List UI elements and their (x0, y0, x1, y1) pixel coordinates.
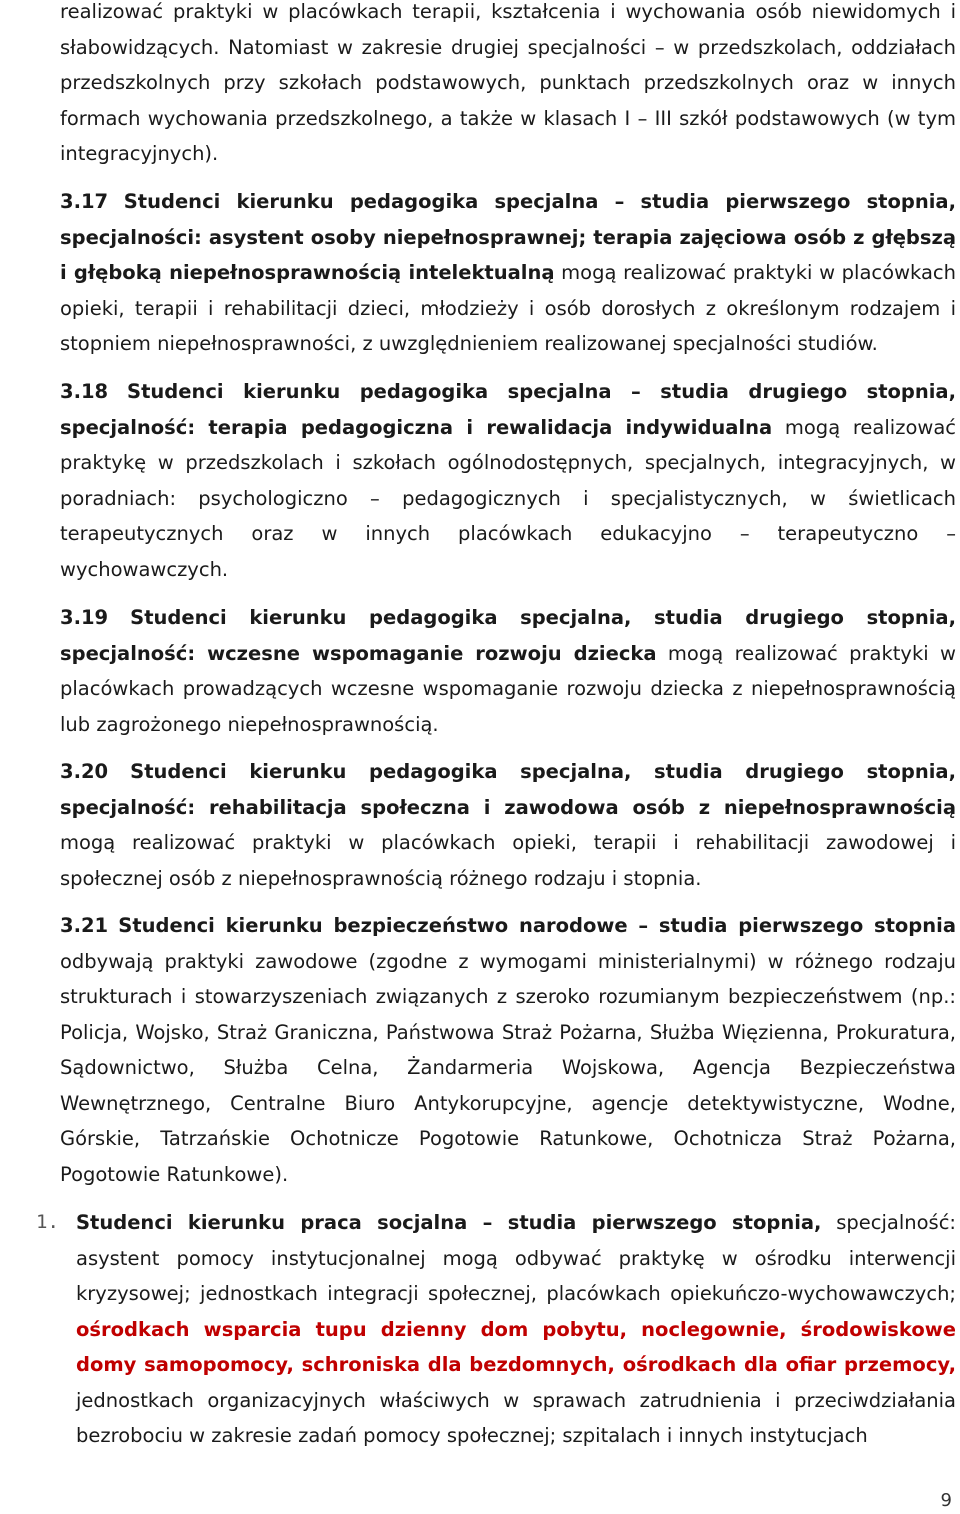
page-number: 9 (940, 1490, 952, 1511)
section-body: mogą realizować praktyki w placówkach opieki, terapii i rehabilitacji dzieci, młodzieży i osób dorosłych z określonym rodzajem i stopniem niepełnosprawności, z uwzględnieniem realizowanej specjalności studiów. (60, 261, 956, 355)
section-body: mogą realizować praktykę w przedszkolach i szkołach ogólnodostępnych, specjalnych, integracyjnych, w poradniach: psychologiczno – pedagogicznych i specjalistycznych, w świetlicach terapeutycznych oraz w innych placówkach edukacyjno – terapeutyczno – wychowawczych. (60, 415, 956, 581)
section-body: odbywają praktyki zawodowe (zgodne z wymogami ministerialnymi) w różnego rodzaju strukturach i stowarzyszeniach związanych z szeroko rozumianym bezpieczeństwem (np.: Policja, Wojsko, Straż Graniczna, Państwowa Straż Pożarna, Służba Więzienna, Prokuratura, Sądownictwo, Służba Celna, Żandarmeria Wojskowa, Agencja Bezpieczeństwa Wewnętrznego, Centralne Biuro Antykorupcyjne, agencje detektywistyczne, Wodne, Górskie, Tatrzańskie Ochotnicze Pogotowie Ratunkowe, Ochotnicza Straż Pożarna, Pogotowie Ratunkowe). (60, 949, 956, 1186)
item-body-part2: jednostkach organizacyjnych właściwych w sprawach zatrudnienia i przeciwdziałania bezrobociu w zakresie zadań pomocy społecznej; szpitalach i innych instytucjach (76, 1388, 956, 1447)
section-3-19 (60, 600, 956, 742)
section-heading-bold: Studenci kierunku bezpieczeństwo narodowe – studia pierwszego stopnia (118, 914, 956, 937)
section-number: 3.19 (60, 606, 109, 629)
section-number: 3.17 (60, 190, 109, 213)
intro-text: realizować praktyki w placówkach terapii, kształcenia i wychowania osób niewidomych i słabowidzących. Natomiast w zakresie drugiej specjalności – w przedszkolach, oddziałach przedszkolnych przy szkołach podstawowych, punktach przedszkolnych oraz w innych formach wychowania przedszkolnego, a także w klasach I – III szkół podstawowych (w tym integracyjnych). (60, 0, 956, 165)
section-3-18 (60, 374, 956, 587)
section-3-17 (60, 184, 956, 362)
section-3-21 (60, 908, 956, 1192)
section-number: 3.18 (60, 380, 109, 403)
section-heading-bold: Studenci kierunku pedagogika specjalna, studia drugiego stopnia, specjalność: rehabilitacja społeczna i zawodowa osób z niepełnosprawnością (60, 760, 956, 819)
section-heading-bold: Studenci kierunku pedagogika specjalna – studia pierwszego stopnia, specjalności: asystent osoby niepełnosprawnej; terapia zajęciowa osób z głębszą i głęboką niepełnosprawnością intelektualną (60, 190, 956, 284)
list-number: 1. (36, 1211, 59, 1233)
section-body: mogą realizować praktyki w placówkach opieki, terapii i rehabilitacji zawodowej i społecznej osób z niepełnosprawnością różnego rodzaju i stopnia. (60, 831, 956, 890)
item-body-part1: specjalność: asystent pomocy instytucjonalnej mogą odbywać praktykę w ośrodku interwencji kryzysowej; jednostkach integracji społecznej, placówkach opiekuńczo-wychowawczych; (76, 1211, 957, 1305)
section-number: 3.21 (60, 914, 109, 937)
item-highlighted-text: ośrodkach wsparcia tupu dzienny dom pobytu, noclegownie, środowiskowe domy samopomocy, schroniska dla bezdomnych, ośrodkach dla ofiar przemocy, (76, 1317, 956, 1376)
intro-paragraph (60, 0, 956, 172)
item-heading-bold: Studenci kierunku praca socjalna – studia pierwszego stopnia, (76, 1211, 822, 1234)
section-heading-bold: Studenci kierunku pedagogika specjalna – studia drugiego stopnia, specjalność: terapia pedagogiczna i rewalidacja indywidualna (60, 380, 957, 439)
section-body: mogą realizować praktyki w placówkach prowadzących wczesne wspomaganie rozwoju dziecka z niepełnosprawnością lub zagrożonego niepełnosprawnością. (60, 641, 956, 736)
list-item-1 (36, 1205, 957, 1454)
section-3-20 (60, 754, 956, 896)
section-number: 3.20 (60, 760, 109, 783)
section-heading-bold: Studenci kierunku pedagogika specjalna, studia drugiego stopnia, specjalność: wczesne wspomaganie rozwoju dziecka (60, 606, 956, 665)
